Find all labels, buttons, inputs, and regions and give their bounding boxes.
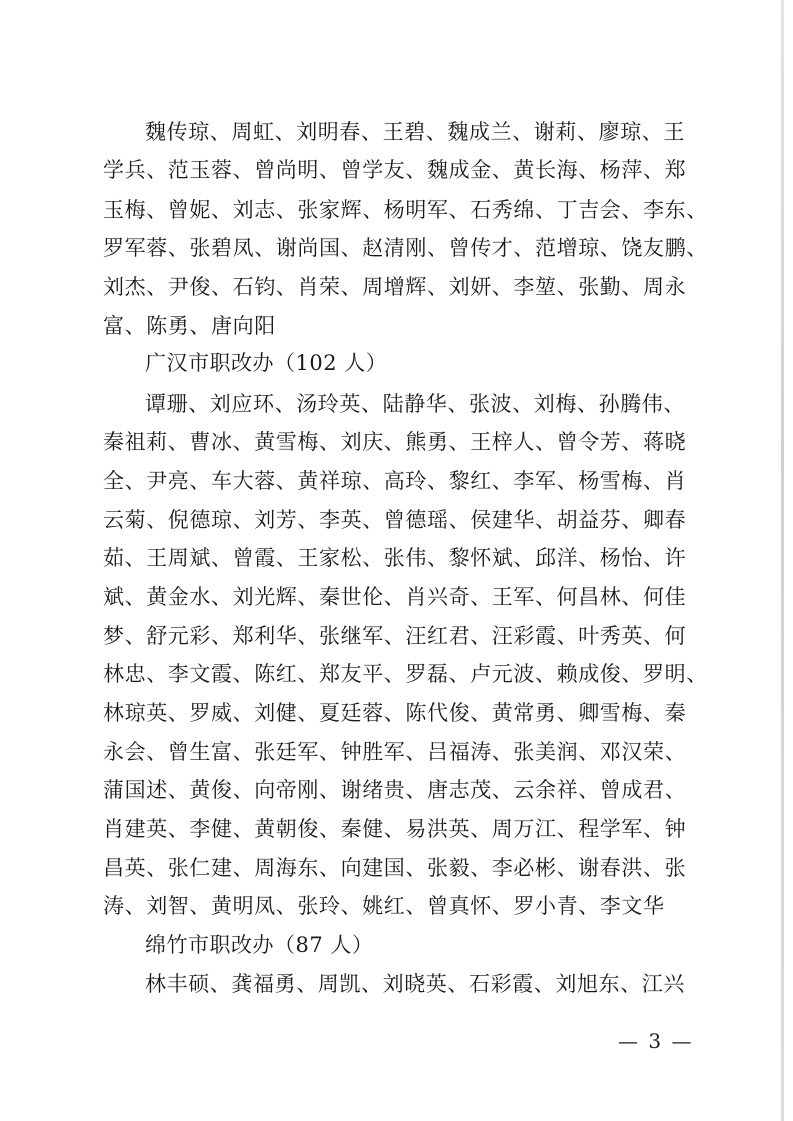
text-line: 林琼英、罗威、刘健、夏廷蓉、陈代俊、黄常勇、卿雪梅、秦 bbox=[103, 701, 687, 725]
text-line: 玉梅、曾妮、刘志、张家辉、杨明军、石秀绵、丁吉会、李东、 bbox=[103, 198, 708, 222]
text-line: 林忠、李文霞、陈红、郑友平、罗磊、卢元波、赖成俊、罗明、 bbox=[103, 662, 708, 686]
text-line: 梦、舒元彩、郑利华、张继军、汪红君、汪彩霞、叶秀英、何 bbox=[103, 624, 687, 648]
text-line: 林丰硕、龚福勇、周凯、刘晓英、石彩霞、刘旭东、江兴 bbox=[145, 972, 685, 996]
text-line: 肖建英、李健、黄朝俊、秦健、易洪英、周万江、程学军、钟 bbox=[103, 817, 687, 841]
text-line: 斌、黄金水、刘光辉、秦世伦、肖兴奇、王军、何昌林、何佳 bbox=[103, 585, 687, 609]
section-heading-guanghan: 广汉市职改办（102 人） bbox=[145, 351, 388, 375]
text-line: 昌英、张仁建、周海东、向建国、张毅、李必彬、谢春洪、张 bbox=[103, 856, 687, 880]
page-number: — 3 — bbox=[618, 1029, 694, 1053]
text-line: 蒲国述、黄俊、向帝刚、谢绪贵、唐志茂、云余祥、曾成君、 bbox=[103, 778, 687, 802]
text-line: 谭珊、刘应环、汤玲英、陆静华、张波、刘梅、孙腾伟、 bbox=[145, 392, 685, 416]
text-line: 全、尹亮、车大蓉、黄祥琼、高玲、黎红、李军、杨雪梅、肖 bbox=[103, 469, 687, 493]
text-line: 魏传琼、周虹、刘明春、王碧、魏成兰、谢莉、廖琼、王 bbox=[145, 120, 685, 144]
text-line: 涛、刘智、黄明凤、张玲、姚红、曾真怀、罗小青、李文华 bbox=[103, 894, 665, 918]
text-line: 刘杰、尹俊、石钧、肖荣、周增辉、刘妍、李堃、张勤、周永 bbox=[103, 275, 687, 299]
text-line: 秦祖莉、曹冰、黄雪梅、刘庆、熊勇、王梓人、曾令芳、蒋晓 bbox=[103, 430, 687, 454]
text-line: 富、陈勇、唐向阳 bbox=[103, 314, 276, 338]
text-line: 学兵、范玉蓉、曾尚明、曾学友、魏成金、黄长海、杨萍、郑 bbox=[103, 158, 687, 182]
text-line: 永会、曾生富、张廷军、钟胜军、吕福涛、张美润、邓汉荣、 bbox=[103, 740, 687, 764]
scan-edge-divider bbox=[781, 0, 784, 1121]
text-line: 茹、王周斌、曾霞、王家松、张伟、黎怀斌、邱洋、杨怡、许 bbox=[103, 546, 687, 570]
text-line: 云菊、倪德琼、刘芳、李英、曾德瑶、侯建华、胡益芬、卿春 bbox=[103, 508, 687, 532]
text-line: 罗军蓉、张碧凤、谢尚国、赵清刚、曾传才、范增琼、饶友鹏、 bbox=[103, 236, 708, 260]
section-heading-mianzhu: 绵竹市职改办（87 人） bbox=[145, 933, 374, 957]
